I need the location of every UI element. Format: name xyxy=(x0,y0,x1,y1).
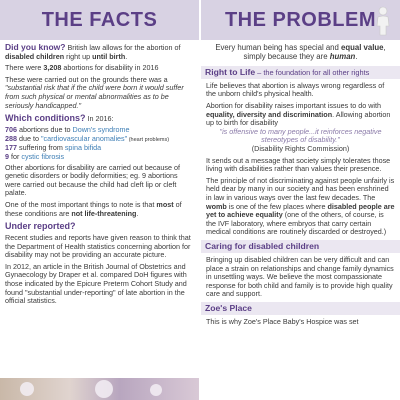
list-item: 706 abortions due to Down's syndrome xyxy=(5,125,130,135)
baby-photo xyxy=(0,378,199,400)
flower-decoration xyxy=(20,382,34,396)
condition-link[interactable]: Down's syndrome xyxy=(72,125,130,135)
abortion-count-paragraph: There were 3,208 abortions for disability in 2016 xyxy=(5,63,159,73)
did-you-know-paragraph: Did you know? British law allows for the abortion of disabled children right up until birth. xyxy=(5,42,181,61)
conditions-list xyxy=(5,126,194,161)
important-paragraph: One of the most important things to note is that most of these conditions are not life-threatening. xyxy=(5,199,182,218)
conditions-heading: Which conditions? In 2016: xyxy=(5,113,114,124)
problem-column xyxy=(201,0,400,400)
condition-link[interactable]: "cardiovascular anomalies" xyxy=(40,133,128,143)
condition-link[interactable]: cystic fibrosis xyxy=(21,151,65,161)
drc-quote: "is offensive to many people...it reinforces negative stereotypes of disability." xyxy=(219,126,382,145)
facts-column xyxy=(0,0,199,400)
caring-paragraph: Bringing up disabled children can be very difficult and can place a strain on relationships and change family dynamics in unsettling ways. We believe the most compassionate response for both child and family is to provide high quality care and support. xyxy=(206,254,394,299)
facts-banner xyxy=(0,0,199,40)
other-conditions-paragraph: Other abortions for disability are carried out because of genetic disorders or bodily deformities; eg. 9 abortions were carried out because the child had cleft lip or cleft palate. xyxy=(5,162,180,198)
bjog-paragraph: In 2012, an article in the British Journal of Obstetrics and Gynaecology by Draper et al. compared DoH figures with those indicated by the Epicure Preterm Cohort Study and found "substantial under-reporting" of late abortion in the official statistics. xyxy=(5,261,187,306)
right-to-life-heading: Right to Life – the foundation for all other rights xyxy=(201,66,400,79)
person-standing-icon xyxy=(372,6,394,36)
facts-content xyxy=(0,40,199,306)
under-reported-heading: Under reported? xyxy=(5,221,76,232)
grounds-paragraph: These were carried out on the grounds there was a "substantial risk that if the child were born it would suffer from such physical or mental abnormalities as to be seriously handicapped." xyxy=(5,74,184,110)
condition-link[interactable]: spina bifida xyxy=(64,143,102,153)
list-item: 9 for cystic fibrosis xyxy=(5,151,65,161)
did-you-know-label: Did you know? xyxy=(5,42,66,52)
caring-heading: Caring for disabled children xyxy=(201,240,400,253)
intro-paragraph: Every human being has special and equal value, simply because they are human. xyxy=(215,43,386,62)
zoes-place-heading: Zoe's Place xyxy=(201,302,400,315)
problem-banner xyxy=(201,0,400,40)
message-paragraph: It sends out a message that society simply tolerates those living with disabilities rather than values their presence. xyxy=(206,155,391,174)
abortion-paragraph: Abortion for disability raises important issues to do with equality, diversity and discrimination. Allowing abortion up to birth for disability xyxy=(206,101,391,128)
facts-title: THE FACTS xyxy=(41,8,158,31)
list-item: 177 suffering from spina bifida xyxy=(5,143,102,153)
grounds-quote: "substantial risk that if the child were born it would suffer from such physical or mental abnormalities as to be seriously handicapped." xyxy=(5,83,184,110)
list-item: 288 due to "cardiovascular anomalies" (heart problems) xyxy=(5,133,170,143)
flower-decoration xyxy=(150,384,162,396)
problem-content xyxy=(201,40,400,326)
quote-source: (Disability Rights Commission) xyxy=(251,143,350,153)
life-paragraph: Life believes that abortion is always wrong regardless of the unborn child's physical health. xyxy=(206,80,385,99)
zoes-place-paragraph: This is why Zoe's Place Baby's Hospice was set xyxy=(206,316,359,326)
under-reported-paragraph: Recent studies and reports have given reason to think that the Department of Health statistics concerning abortion for disability may not be providing an accurate picture. xyxy=(5,233,191,260)
problem-title: THE PROBLEM xyxy=(224,8,377,31)
abortion-count: 3,208 xyxy=(43,63,62,73)
flower-decoration xyxy=(95,380,113,398)
principle-paragraph: The principle of not discriminating against people unfairly is held dear by many in our society and has been enshrined in law in various ways over the last few decades. The womb is one of the few places where disabled people are yet to achieve equality (one of the others, of course, is the IVF laboratory, where embryos that carry certain medical conditions are routinely discarded or destroyed.) xyxy=(206,175,395,237)
